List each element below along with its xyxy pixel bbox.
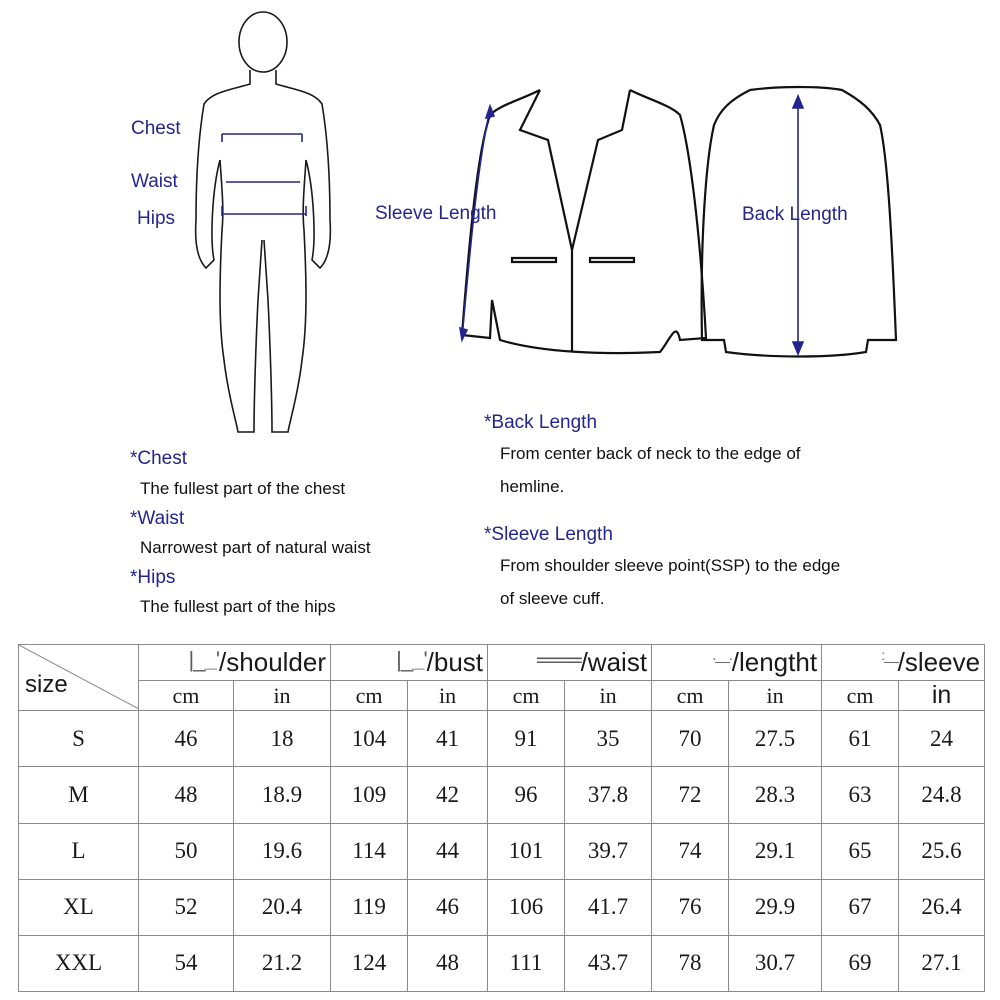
- value-cell: 63: [822, 767, 899, 823]
- value-cell: 41.7: [565, 879, 652, 935]
- unit-cell: in: [408, 681, 488, 711]
- back-length-def-line1: From center back of neck to the edge of: [500, 444, 801, 463]
- value-cell: 91: [488, 711, 565, 767]
- header-shoulder: |___'/shoulder: [139, 645, 331, 681]
- value-cell: 54: [139, 935, 234, 991]
- value-cell: 124: [331, 935, 408, 991]
- body-figure: [196, 12, 331, 432]
- sleeve-length-def-line1: From shoulder sleeve point(SSP) to the edge: [500, 556, 841, 575]
- back-length-label: Back Length: [742, 204, 848, 225]
- chest-def-text: The fullest part of the chest: [140, 479, 346, 498]
- value-cell: 67: [822, 879, 899, 935]
- chest-def-title: *Chest: [130, 448, 188, 469]
- value-cell: 42: [408, 767, 488, 823]
- unit-cell: cm: [139, 681, 234, 711]
- value-cell: 48: [408, 935, 488, 991]
- value-cell: 43.7: [565, 935, 652, 991]
- size-cell: S: [19, 711, 139, 767]
- unit-cell: in: [899, 681, 985, 711]
- header-bust: |___'/bust: [331, 645, 488, 681]
- sleeve-length-label: Sleeve Length: [375, 203, 497, 224]
- value-cell: 30.7: [729, 935, 822, 991]
- unit-cell: cm: [822, 681, 899, 711]
- value-cell: 29.1: [729, 823, 822, 879]
- value-cell: 44: [408, 823, 488, 879]
- hips-def-text: The fullest part of the hips: [140, 597, 336, 616]
- value-cell: 78: [652, 935, 729, 991]
- size-header-label: size: [25, 671, 68, 698]
- unit-cell: in: [729, 681, 822, 711]
- table-header-groups: [19, 645, 985, 681]
- value-cell: 96: [488, 767, 565, 823]
- waist-def-text: Narrowest part of natural waist: [140, 538, 371, 557]
- size-cell: L: [19, 823, 139, 879]
- value-cell: 111: [488, 935, 565, 991]
- unit-cell: in: [565, 681, 652, 711]
- value-cell: 114: [331, 823, 408, 879]
- value-cell: 70: [652, 711, 729, 767]
- unit-cell: in: [234, 681, 331, 711]
- value-cell: 101: [488, 823, 565, 879]
- header-length: .__./lengtht: [652, 645, 822, 681]
- size-cell: XXL: [19, 935, 139, 991]
- value-cell: 18.9: [234, 767, 331, 823]
- back-length-def-title: *Back Length: [484, 412, 598, 433]
- value-cell: 69: [822, 935, 899, 991]
- value-cell: 24: [899, 711, 985, 767]
- value-cell: 76: [652, 879, 729, 935]
- value-cell: 74: [652, 823, 729, 879]
- value-cell: 21.2: [234, 935, 331, 991]
- value-cell: 46: [408, 879, 488, 935]
- value-cell: 35: [565, 711, 652, 767]
- size-cell: M: [19, 767, 139, 823]
- table-row: [19, 711, 985, 767]
- body-measure-lines: [222, 134, 306, 216]
- unit-cell: cm: [652, 681, 729, 711]
- value-cell: 119: [331, 879, 408, 935]
- value-cell: 24.8: [899, 767, 985, 823]
- value-cell: 39.7: [565, 823, 652, 879]
- table-row: [19, 767, 985, 823]
- value-cell: 48: [139, 767, 234, 823]
- value-cell: 106: [488, 879, 565, 935]
- value-cell: 46: [139, 711, 234, 767]
- value-cell: 25.6: [899, 823, 985, 879]
- sleeve-length-def-title: *Sleeve Length: [484, 524, 613, 545]
- header-sleeve: :__/sleeve: [822, 645, 985, 681]
- unit-cell: cm: [488, 681, 565, 711]
- table-header-units: [19, 681, 985, 711]
- value-cell: 27.1: [899, 935, 985, 991]
- value-cell: 29.9: [729, 879, 822, 935]
- unit-cell: cm: [331, 681, 408, 711]
- value-cell: 37.8: [565, 767, 652, 823]
- chest-label: Chest: [131, 118, 181, 139]
- size-corner-cell: [19, 645, 139, 711]
- value-cell: 18: [234, 711, 331, 767]
- hips-def-title: *Hips: [130, 567, 176, 588]
- value-cell: 52: [139, 879, 234, 935]
- value-cell: 27.5: [729, 711, 822, 767]
- size-chart-table: [18, 644, 985, 992]
- table-row: [19, 823, 985, 879]
- sleeve-length-def-line2: of sleeve cuff.: [500, 589, 605, 608]
- value-cell: 20.4: [234, 879, 331, 935]
- back-length-def-line2: hemline.: [500, 477, 565, 496]
- waist-label: Waist: [131, 171, 178, 192]
- value-cell: 65: [822, 823, 899, 879]
- value-cell: 104: [331, 711, 408, 767]
- value-cell: 61: [822, 711, 899, 767]
- value-cell: 72: [652, 767, 729, 823]
- jacket-front: [462, 90, 706, 353]
- table-row: [19, 879, 985, 935]
- table-row: [19, 935, 985, 991]
- header-waist: ═══/waist: [488, 645, 652, 681]
- waist-def-title: *Waist: [130, 508, 185, 529]
- value-cell: 50: [139, 823, 234, 879]
- value-cell: 28.3: [729, 767, 822, 823]
- hips-label: Hips: [137, 208, 176, 229]
- value-cell: 109: [331, 767, 408, 823]
- size-cell: XL: [19, 879, 139, 935]
- value-cell: 26.4: [899, 879, 985, 935]
- table-body: [19, 711, 985, 992]
- value-cell: 19.6: [234, 823, 331, 879]
- value-cell: 41: [408, 711, 488, 767]
